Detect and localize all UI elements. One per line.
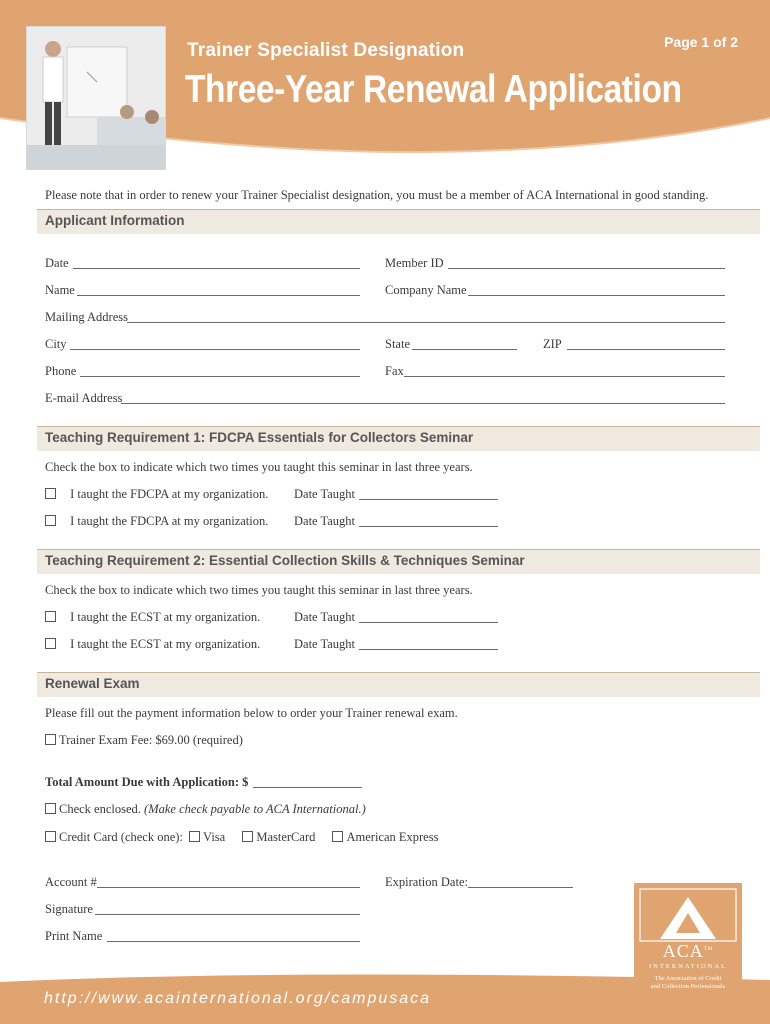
- req2-item-1: [45, 610, 260, 625]
- amex-checkbox[interactable]: [332, 831, 343, 842]
- req2-item-label: I taught the ECST at my organization.: [70, 610, 261, 624]
- date-taught-field[interactable]: [359, 499, 498, 500]
- credit-card-label: Credit Card (check one):: [59, 830, 183, 844]
- name-label: Name: [45, 283, 75, 297]
- zip-label: ZIP: [543, 337, 562, 351]
- check-enclosed-label: Check enclosed.: [59, 802, 141, 816]
- date-taught-field[interactable]: [359, 526, 498, 527]
- logo-letters: [634, 941, 742, 962]
- zip-field[interactable]: [567, 349, 725, 350]
- aca-logo: [634, 883, 742, 995]
- phone-label: Phone: [45, 364, 77, 378]
- company-name-label: Company Name: [385, 283, 467, 297]
- logo-triangle-icon: [634, 883, 742, 943]
- email-label: E-mail Address: [45, 391, 123, 405]
- city-field[interactable]: [70, 349, 360, 350]
- mastercard-label: MasterCard: [256, 830, 316, 844]
- req1-item-1: [45, 487, 268, 502]
- amex-label: American Express: [346, 830, 439, 844]
- logo-tagline-2: and Collection Professionals: [650, 983, 726, 990]
- visa-checkbox[interactable]: [189, 831, 200, 842]
- checkbox[interactable]: [45, 515, 56, 526]
- mastercard-checkbox[interactable]: [242, 831, 253, 842]
- date-taught-field[interactable]: [359, 622, 498, 623]
- account-field[interactable]: [97, 887, 360, 888]
- date-taught-field[interactable]: [359, 649, 498, 650]
- req1-item-label: I taught the FDCPA at my organization.: [70, 487, 269, 501]
- fax-field[interactable]: [404, 376, 725, 377]
- exam-instruction: Please fill out the payment information below to order your Trainer renewal exam.: [45, 706, 458, 720]
- date-taught-label: Date Taught: [294, 514, 356, 528]
- account-label: Account #: [45, 875, 97, 889]
- section-heading: Teaching Requirement 2: Essential Collection Skills & Techniques Seminar: [45, 553, 525, 568]
- req1-instruction: Check the box to indicate which two times you taught this seminar in last three years.: [45, 460, 473, 474]
- logo-international: INTERNATIONAL: [649, 963, 727, 970]
- date-taught-label: Date Taught: [294, 487, 356, 501]
- section-heading: Teaching Requirement 1: FDCPA Essentials for Collectors Seminar: [45, 430, 474, 445]
- name-field[interactable]: [77, 295, 360, 296]
- visa-label: Visa: [203, 830, 226, 844]
- section-heading: Renewal Exam: [45, 676, 140, 691]
- req1-item-2: [45, 514, 268, 529]
- print-name-field[interactable]: [107, 941, 360, 942]
- checkbox[interactable]: [45, 831, 56, 842]
- signature-field[interactable]: [95, 914, 360, 915]
- expiration-label: Expiration Date:: [385, 875, 468, 889]
- phone-field[interactable]: [80, 376, 360, 377]
- page-indicator: Page 1 of 2: [664, 34, 738, 50]
- fax-label: Fax: [385, 364, 404, 378]
- state-field[interactable]: [412, 349, 517, 350]
- print-name-label: Print Name: [45, 929, 103, 943]
- logo-tagline-1: The Association of Credit: [654, 975, 722, 982]
- member-id-field[interactable]: [448, 268, 725, 269]
- form-title: Three-Year Renewal Application: [185, 68, 682, 111]
- mailing-address-label: Mailing Address: [45, 310, 128, 324]
- date-label: Date: [45, 256, 69, 270]
- req2-item-label: I taught the ECST at my organization.: [70, 637, 261, 651]
- header-photo: [26, 26, 166, 170]
- date-taught-label: Date Taught: [294, 637, 356, 651]
- exam-fee-label: Trainer Exam Fee: $69.00 (required): [59, 733, 243, 747]
- city-label: City: [45, 337, 67, 351]
- check-enclosed: [45, 802, 366, 817]
- state-label: State: [385, 337, 410, 351]
- expiration-field[interactable]: [468, 887, 573, 888]
- req2-item-2: [45, 637, 260, 652]
- checkbox[interactable]: [45, 734, 56, 745]
- intro-text: Please note that in order to renew your Trainer Specialist designation, you must be a member of ACA International in good standing.: [45, 188, 709, 202]
- section-renewal-exam: [37, 672, 760, 697]
- member-id-label: Member ID: [385, 256, 444, 270]
- checkbox[interactable]: [45, 611, 56, 622]
- section-heading: Applicant Information: [45, 213, 185, 228]
- signature-label: Signature: [45, 902, 93, 916]
- mailing-address-field[interactable]: [127, 322, 725, 323]
- date-field[interactable]: [73, 268, 360, 269]
- req2-instruction: Check the box to indicate which two times you taught this seminar in last three years.: [45, 583, 473, 597]
- total-amount-field[interactable]: [253, 787, 362, 788]
- checkbox[interactable]: [45, 638, 56, 649]
- logo-tm: TM: [703, 947, 714, 952]
- footer-url-link[interactable]: http://www.acainternational.org/campusaca: [44, 990, 432, 1007]
- form-subtitle: Trainer Specialist Designation: [187, 40, 465, 61]
- checkbox[interactable]: [45, 488, 56, 499]
- checkbox[interactable]: [45, 803, 56, 814]
- logo-aca: ACA: [662, 941, 704, 961]
- check-payable-note: (Make check payable to ACA International.): [144, 802, 366, 816]
- credit-card-row: [45, 830, 438, 845]
- total-amount-label: Total Amount Due with Application: $: [45, 775, 249, 789]
- req1-item-label: I taught the FDCPA at my organization.: [70, 514, 269, 528]
- exam-fee: [45, 733, 243, 748]
- email-field[interactable]: [121, 403, 725, 404]
- company-name-field[interactable]: [468, 295, 725, 296]
- section-teaching-requirement-1: [37, 426, 760, 451]
- date-taught-label: Date Taught: [294, 610, 356, 624]
- section-teaching-requirement-2: [37, 549, 760, 574]
- section-applicant-information: [37, 209, 760, 234]
